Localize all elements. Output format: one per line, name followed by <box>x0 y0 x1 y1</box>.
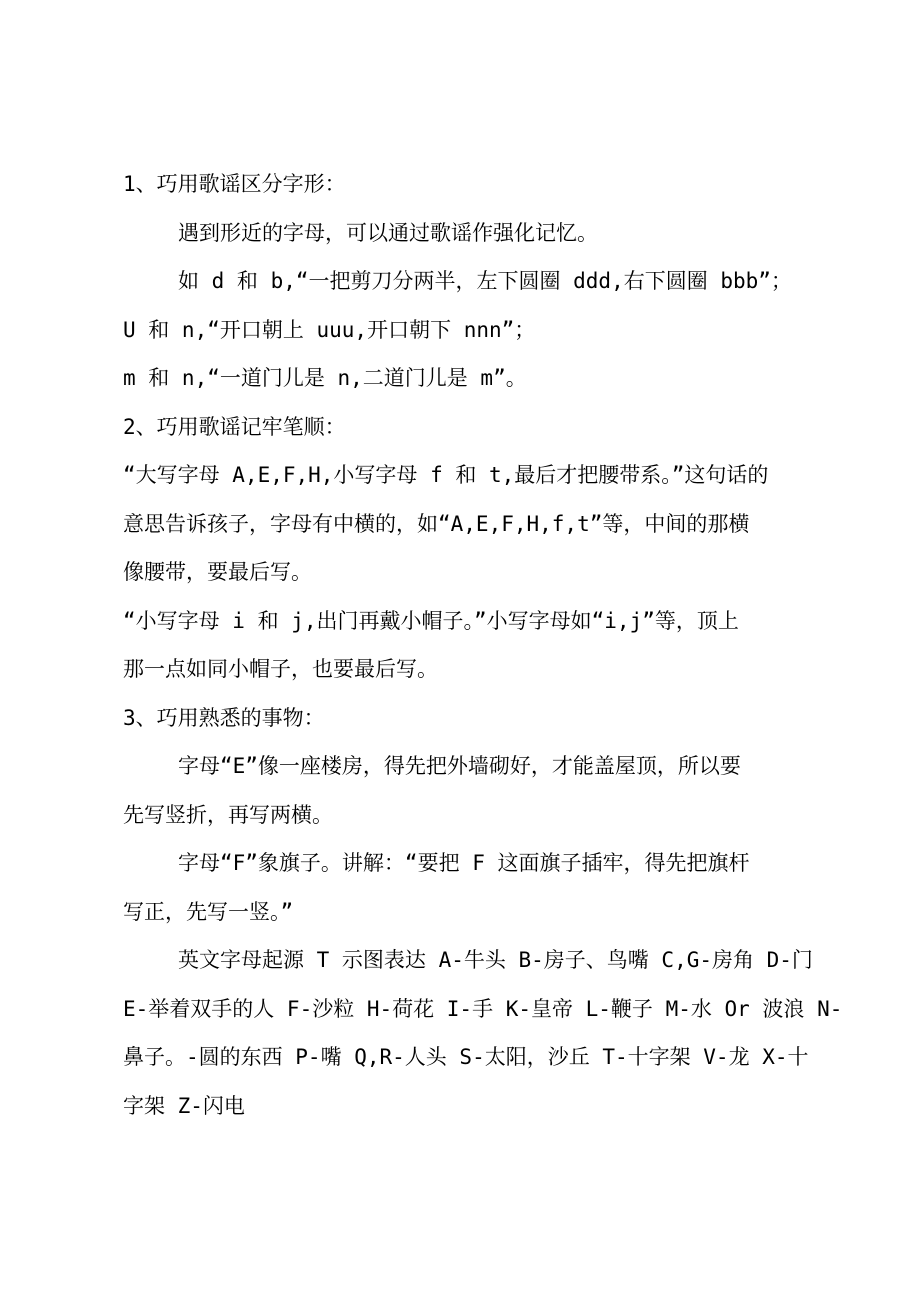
section-3-para-1-line-1: 字母“E”像一座楼房，得先把外墙砌好，才能盖屋顶，所以要 <box>178 754 741 778</box>
section-3-para-3-line-3: 鼻子。-圆的东西 P-嘴 Q,R-人头 S-太阳，沙丘 T-十字架 V-龙 X-十 <box>123 1045 809 1069</box>
section-3-para-3-line-4: 字架 Z-闪电 <box>123 1093 245 1118</box>
section-3-para-3-line-2: E-举着双手的人 F-沙粒 H-荷花 I-手 K-皇帝 L-鞭子 M-水 Or 波浪 N- <box>123 996 843 1021</box>
section-3-para-2-line-1: 字母“F”象旗子。讲解：“要把 F 这面旗子插牢，得先把旗杆 <box>178 851 750 875</box>
section-1-intro: 遇到形近的字母，可以通过歌谣作强化记忆。 <box>178 220 598 245</box>
section-2-para-2-line-1: “小写字母 i 和 j,出门再戴小帽子。”小写字母如“i,j”等，顶上 <box>123 608 739 633</box>
section-3-para-3-line-1: 英文字母起源 T 示图表达 A-牛头 B-房子、鸟嘴 C,G-房角 D-门 <box>178 948 813 972</box>
section-2-para-1-line-3: 像腰带，要最后写。 <box>123 560 312 584</box>
section-2-heading: 2、巧用歌谣记牢笔顺： <box>123 414 346 439</box>
section-1-heading: 1、巧用歌谣区分字形： <box>123 172 346 196</box>
section-1-example-mn: m 和 n,“一道门儿是 n,二道门儿是 m”。 <box>123 366 527 390</box>
section-3-heading: 3、巧用熟悉的事物： <box>123 705 325 730</box>
section-1-example-un: U 和 n,“开口朝上 uuu,开口朝下 nnn”； <box>123 317 536 342</box>
section-1-example-db: 如 d 和 b,“一把剪刀分两半，左下圆圈 ddd,右下圆圈 bbb”； <box>178 269 792 293</box>
section-3-para-2-line-2: 写正，先写一竖。” <box>123 899 294 924</box>
document-body <box>123 160 843 1130</box>
section-2-para-1-line-1: “大写字母 A,E,F,H,小写字母 f 和 t,最后才把腰带系。”这句话的 <box>123 463 769 487</box>
section-2-para-2-line-2: 那一点如同小帽子，也要最后写。 <box>123 657 438 681</box>
section-2-para-1-line-2: 意思告诉孩子，字母有中横的，如“A,E,F,H,f,t”等，中间的那横 <box>123 511 750 536</box>
section-3-para-1-line-2: 先写竖折，再写两横。 <box>123 802 333 827</box>
